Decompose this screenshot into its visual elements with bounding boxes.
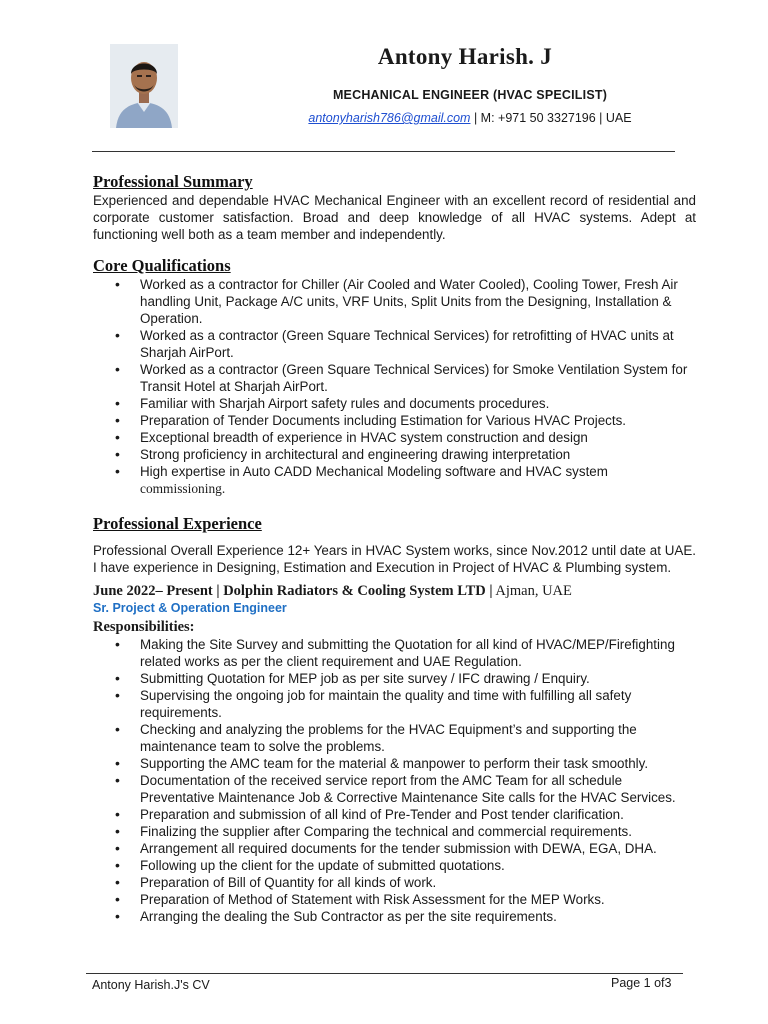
list-item: • Documentation of the received service report from the AMC Team for all schedule Preventative Maintenance Job & Corrective Maintenance Site calls for the HVAC Services. <box>93 772 696 806</box>
list-item: • Preparation of Tender Documents including Estimation for Various HVAC Projects. <box>93 412 696 429</box>
footer-document-name: Antony Harish.J's CV <box>92 978 210 992</box>
list-item: • Strong proficiency in architectural and engineering drawing interpretation <box>93 446 696 463</box>
list-item: • Preparation of Method of Statement with Risk Assessment for the MEP Works. <box>93 891 696 908</box>
profile-photo <box>110 44 178 128</box>
responsibilities-list <box>93 636 696 925</box>
list-item: • Making the Site Survey and submitting the Quotation for all kind of HVAC/MEP/Firefighting related works as per the client requirement and UAE Regulation. <box>93 636 696 670</box>
list-item <box>93 463 696 497</box>
list-item: • Checking and analyzing the problems for the HVAC Equipment’s and supporting the maintenance team to solve the problems. <box>93 721 696 755</box>
list-item: • Arrangement all required documents for the tender submission with DEWA, EGA, DHA. <box>93 840 696 857</box>
experience-intro: Professional Overall Experience 12+ Years in HVAC System works, since Nov.2012 until date at UAE. I have experience in Designing, Estimation and Execution in Project of HVAC & Plumbing system. <box>93 543 696 575</box>
candidate-name: Antony Harish. J <box>377 44 553 69</box>
job-header <box>93 582 696 600</box>
experience-heading: Professional Experience <box>93 514 262 533</box>
footer-page-number: Page 1 of3 <box>611 976 672 990</box>
list-item: • Submitting Quotation for MEP job as per site survey / IFC drawing / Enquiry. <box>93 670 696 687</box>
qualifications-heading: Core Qualifications <box>93 256 231 275</box>
list-item: • Arranging the dealing the Sub Contractor as per the site requirements. <box>93 908 696 925</box>
footer-divider <box>86 973 683 974</box>
contact-line <box>230 111 710 125</box>
list-item: • Worked as a contractor (Green Square Technical Services) for retrofitting of HVAC units at Sharjah AirPort. <box>93 327 696 361</box>
job-title: MECHANICAL ENGINEER (HVAC SPECILIST) <box>332 88 608 102</box>
list-item: • Preparation of Bill of Quantity for all kinds of work. <box>93 874 696 891</box>
summary-heading: Professional Summary <box>93 172 253 191</box>
summary-text: Experienced and dependable HVAC Mechanical Engineer with an excellent record of residential and corporate customer satisfaction. Broad and deep knowledge of all HVAC systems. Adept at functioning well both as a team member and independently. <box>93 193 696 242</box>
job-role: Sr. Project & Operation Engineer <box>93 601 287 615</box>
resume-body <box>93 172 696 925</box>
job-period-company: June 2022– Present | Dolphin Radiators & Cooling System LTD | <box>93 583 493 599</box>
contact-details: | M: +971 50 3327196 | UAE <box>470 111 632 125</box>
list-item: • Following up the client for the update of submitted quotations. <box>93 857 696 874</box>
list-item: • Supervising the ongoing job for maintain the quality and time with fulfilling all safety requirements. <box>93 687 696 721</box>
list-item-text: High expertise in Auto CADD Mechanical Modeling software and HVAC system <box>140 464 608 479</box>
list-item: • Exceptional breadth of experience in HVAC system construction and design <box>93 429 696 446</box>
list-item: • Worked as a contractor (Green Square Technical Services) for Smoke Ventilation System for Transit Hotel at Sharjah AirPort. <box>93 361 696 395</box>
header-divider <box>92 151 675 152</box>
job-location: Ajman, UAE <box>492 583 572 599</box>
list-item-tail: commissioning. <box>140 481 226 496</box>
list-item: • Finalizing the supplier after Comparing the technical and commercial requirements. <box>93 823 696 840</box>
responsibilities-heading: Responsibilities: <box>93 619 195 635</box>
list-item: • Worked as a contractor for Chiller (Air Cooled and Water Cooled), Cooling Tower, Fresh Air handling Unit, Package A/C units, VRF Units, Split Units from the Designing, Installation & Operation. <box>93 276 696 327</box>
list-item: • Familiar with Sharjah Airport safety rules and documents procedures. <box>93 395 696 412</box>
list-item: • Supporting the AMC team for the material & manpower to perform their task smoothly. <box>93 755 696 772</box>
qualifications-list <box>93 276 696 497</box>
list-item: • Preparation and submission of all kind of Pre-Tender and Post tender clarification. <box>93 806 696 823</box>
email-link[interactable]: antonyharish786@gmail.com <box>308 111 471 125</box>
